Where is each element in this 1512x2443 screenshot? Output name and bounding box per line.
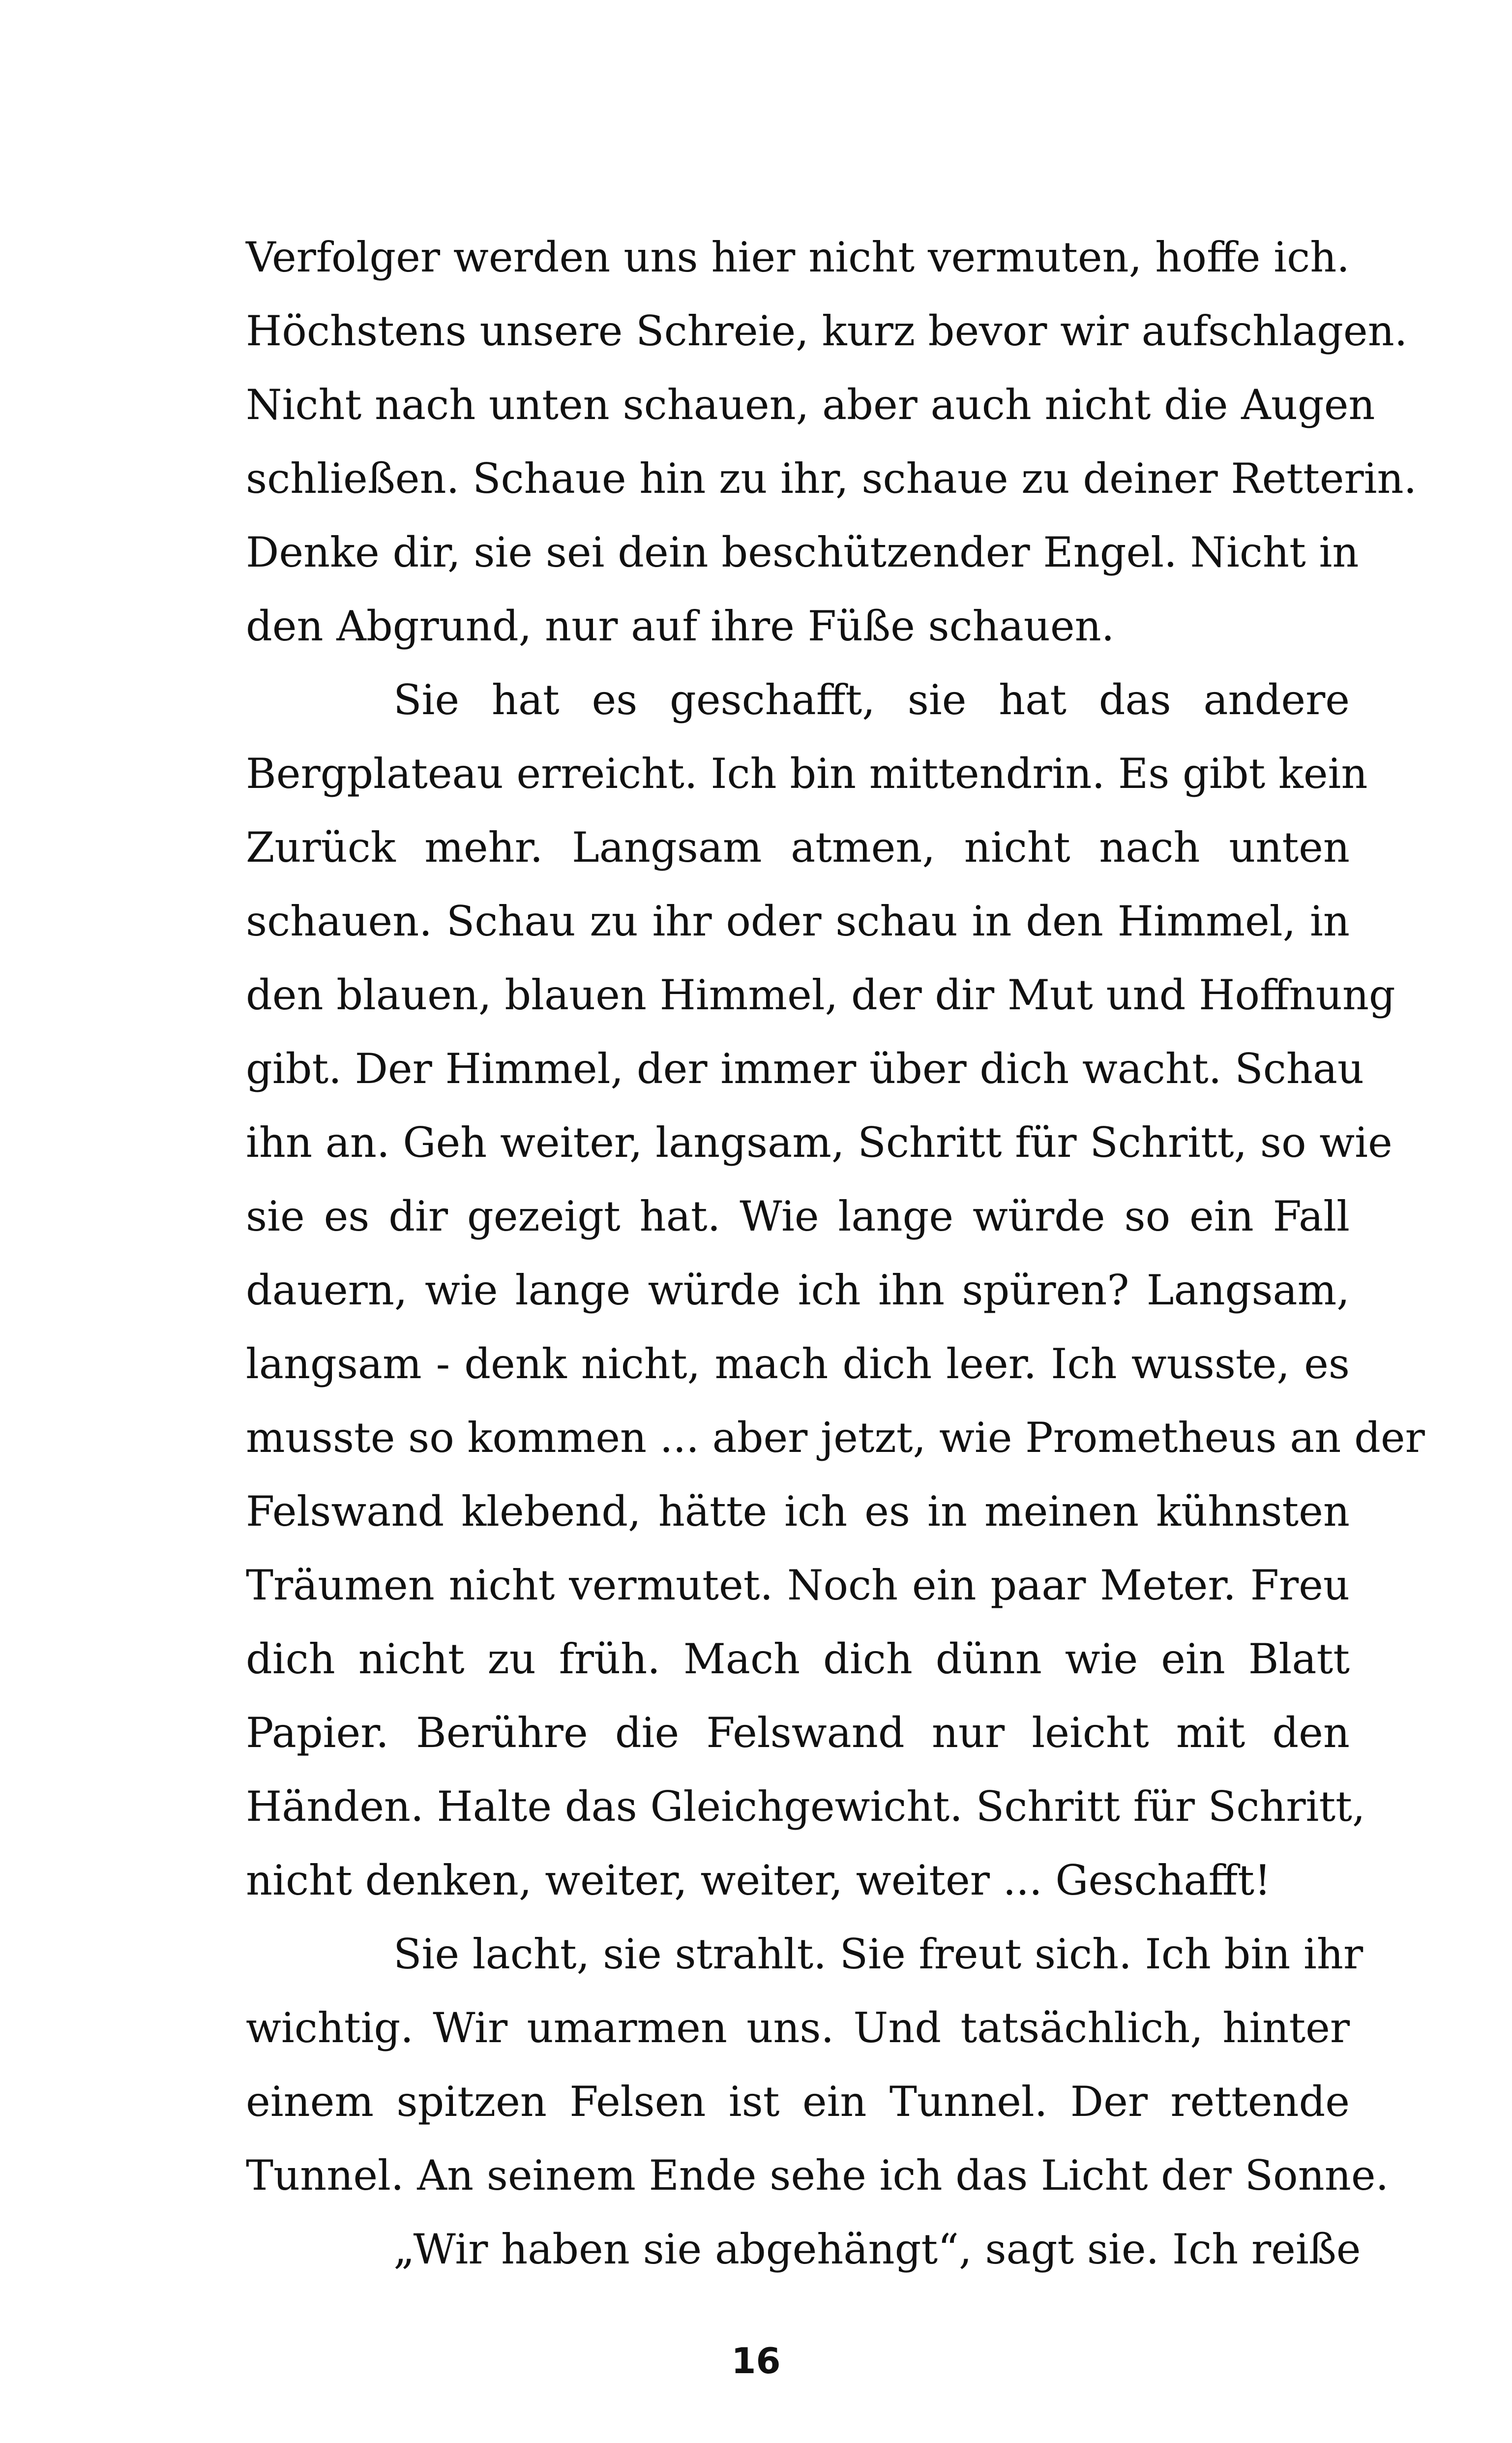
text-line: den Abgrund, nur auf ihre Füße schauen. bbox=[246, 602, 1115, 650]
text-line: den blauen, blauen Himmel, der dir Mut und Hoffnung bbox=[246, 971, 1395, 1019]
text-line: Zurück mehr. Langsam atmen, nicht nach unten bbox=[246, 823, 1350, 872]
text-line: sie es dir gezeigt hat. Wie lange würde so ein Fall bbox=[246, 1192, 1350, 1240]
text-line: ihn an. Geh weiter, langsam, Schritt für Schritt, so wie bbox=[246, 1118, 1393, 1167]
text-line: „Wir haben sie abgehängt“, sagt sie. Ich reiße bbox=[393, 2225, 1361, 2273]
text-line: musste so kommen ... aber jetzt, wie Prometheus an der bbox=[246, 1414, 1425, 1462]
text-line: dich nicht zu früh. Mach dich dünn wie ein Blatt bbox=[246, 1635, 1350, 1683]
text-line: nicht denken, weiter, weiter, weiter ... Geschafft! bbox=[246, 1856, 1271, 1904]
text-line: Tunnel. An seinem Ende sehe ich das Licht der Sonne. bbox=[246, 2151, 1389, 2200]
page-number: 16 bbox=[731, 2340, 781, 2382]
text-line: Bergplateau erreicht. Ich bin mittendrin. Es gibt kein bbox=[246, 750, 1368, 798]
text-line: Denke dir, sie sei dein beschützender Engel. Nicht in bbox=[246, 528, 1359, 576]
text-line: Nicht nach unten schauen, aber auch nicht die Augen bbox=[246, 381, 1375, 429]
body-text bbox=[246, 220, 1425, 2286]
text-line: wichtig. Wir umarmen uns. Und tatsächlich, hinter bbox=[246, 2004, 1350, 2052]
text-line: schließen. Schaue hin zu ihr, schaue zu deiner Retterin. bbox=[246, 454, 1417, 503]
text-line: Papier. Berühre die Felswand nur leicht mit den bbox=[246, 1709, 1350, 1757]
text-line: schauen. Schau zu ihr oder schau in den Himmel, in bbox=[246, 897, 1350, 945]
text-line: Felswand klebend, hätte ich es in meinen kühnsten bbox=[246, 1487, 1350, 1536]
text-line: Verfolger werden uns hier nicht vermuten, hoffe ich. bbox=[246, 233, 1350, 281]
text-line: gibt. Der Himmel, der immer über dich wacht. Schau bbox=[246, 1045, 1364, 1093]
text-line: Händen. Halte das Gleichgewicht. Schritt für Schritt, bbox=[246, 1782, 1365, 1831]
text-line: einem spitzen Felsen ist ein Tunnel. Der rettende bbox=[246, 2078, 1350, 2126]
text-line: Sie hat es geschafft, sie hat das andere bbox=[393, 676, 1350, 724]
text-line: Höchstens unsere Schreie, kurz bevor wir aufschlagen. bbox=[246, 307, 1408, 355]
text-line: Träumen nicht vermutet. Noch ein paar Meter. Freu bbox=[246, 1561, 1350, 1609]
text-line: langsam - denk nicht, mach dich leer. Ich wusste, es bbox=[246, 1340, 1350, 1388]
text-line: Sie lacht, sie strahlt. Sie freut sich. Ich bin ihr bbox=[393, 1930, 1364, 1978]
text-line: dauern, wie lange würde ich ihn spüren? Langsam, bbox=[246, 1266, 1350, 1314]
